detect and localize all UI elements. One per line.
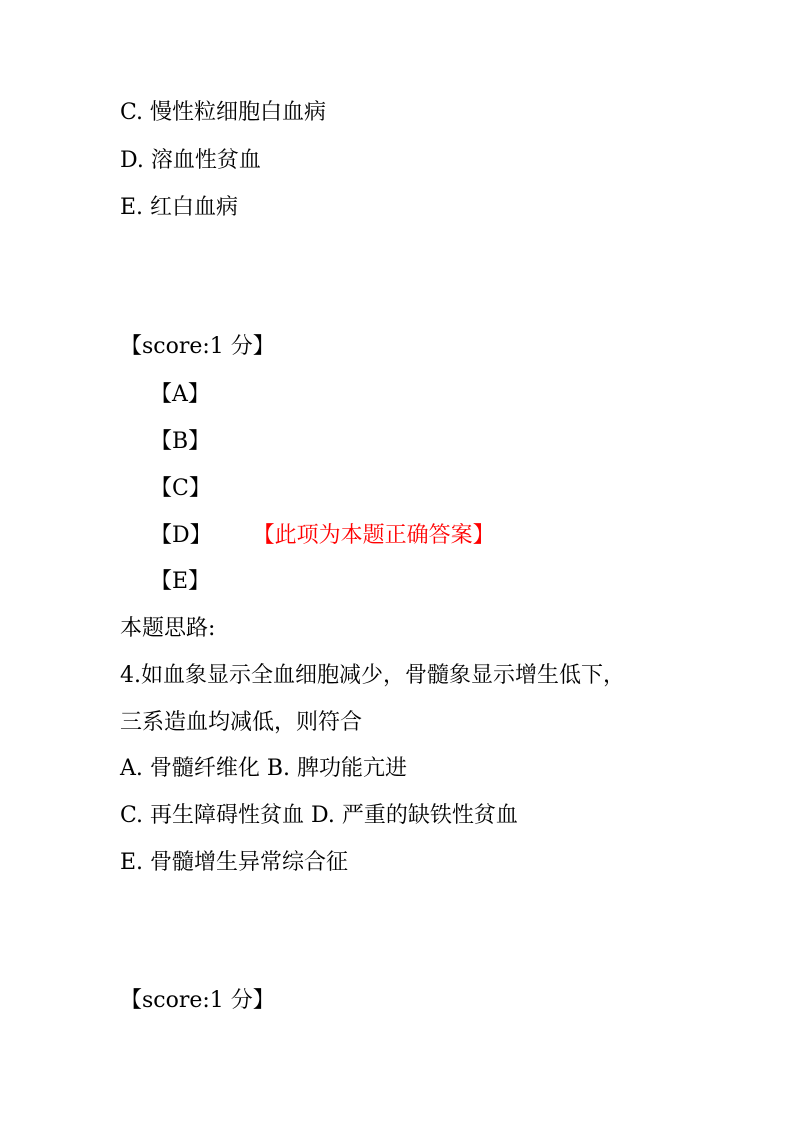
option-c: C. 慢性粒细胞白血病	[120, 100, 327, 125]
question-options-ab: A. 骨髓纤维化 B. 脾功能亢进	[120, 756, 408, 781]
question-stem-line-1: 4.如血象显示全血细胞减少，骨髓象显示增生低下，	[120, 663, 625, 688]
answer-d-label: 【D】	[150, 523, 212, 548]
question-stem-line-2: 三系造血均减低，则符合	[120, 710, 363, 735]
question-options-cd: C. 再生障碍性贫血 D. 严重的缺铁性贫血	[120, 803, 518, 828]
score-label-2: 【score:1 分】	[120, 988, 275, 1013]
option-e: E. 红白血病	[120, 195, 239, 220]
answer-e: 【E】	[150, 569, 211, 594]
option-d: D. 溶血性贫血	[120, 148, 261, 173]
analysis-label: 本题思路:	[120, 616, 216, 641]
answer-d	[150, 521, 495, 551]
answer-b: 【B】	[150, 429, 211, 454]
question-option-e: E. 骨髓增生异常综合征	[120, 850, 349, 875]
answer-a: 【A】	[150, 382, 210, 407]
score-label: 【score:1 分】	[120, 334, 275, 359]
answer-c: 【C】	[150, 476, 211, 501]
correct-answer-tag: 【此项为本题正确答案】	[252, 523, 495, 548]
